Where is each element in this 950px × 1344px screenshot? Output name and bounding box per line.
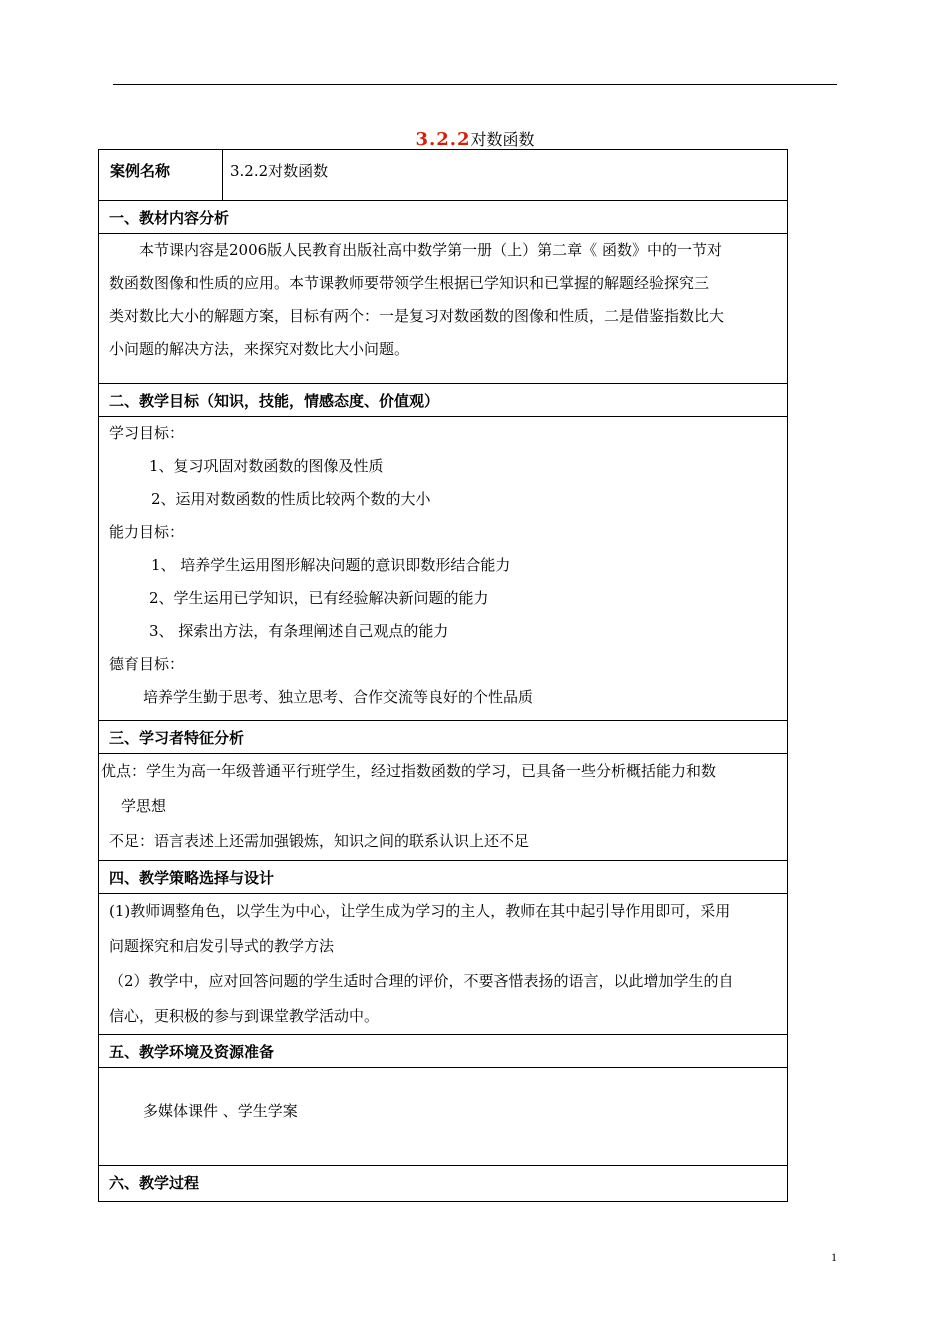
goal-line: 培养学生勤于思考、独立思考、合作交流等良好的个性品质 — [143, 688, 534, 706]
section-body-teaching-goals — [99, 416, 787, 720]
section-heading-teaching-goals: 二、教学目标（知识，技能，情感态度、价值观） — [99, 383, 787, 416]
strategy-line: （2）教学中，应对回答问题的学生适时合理的评价，不要吝惜表扬的语言，以此增加学生的自 — [109, 972, 734, 990]
section-body-environment — [99, 1067, 787, 1165]
goal-line: 学习目标： — [109, 424, 185, 442]
learner-line: 学思想 — [121, 797, 167, 815]
page-number: 1 — [831, 1250, 837, 1264]
header-rule — [113, 84, 837, 85]
paragraph-line: 类对数比大小的解题方案，目标有两个：一是复习对数函数的图像和性质，二是借鉴指数比大 — [109, 307, 725, 325]
goal-line: 2、运用对数函数的性质比较两个数的大小 — [151, 490, 431, 508]
page-title — [0, 127, 950, 150]
paragraph-line: 本节课内容是2006版人民教育出版社高中数学第一册（上）第二章《 函数》中的一节对 — [139, 241, 722, 259]
goal-line: 能力目标： — [109, 523, 185, 541]
goal-line: 3、 探索出方法，有条理阐述自己观点的能力 — [149, 622, 449, 640]
strategy-line: 问题探究和启发引导式的教学方法 — [109, 937, 335, 955]
learner-line: 不足：语言表述上还需加强锻炼，知识之间的联系认识上还不足 — [109, 832, 530, 850]
goal-line: 1、复习巩固对数函数的图像及性质 — [149, 457, 384, 475]
goal-line: 德育目标： — [109, 655, 185, 673]
section-body-learner-analysis — [99, 753, 787, 860]
title-number: 3.2.2 — [415, 129, 471, 150]
goal-line: 2、学生运用已学知识，已有经验解决新问题的能力 — [149, 589, 489, 607]
section-heading-content-analysis: 一、教材内容分析 — [99, 200, 787, 233]
case-name-label: 案例名称 — [99, 150, 223, 200]
section-body-strategy — [99, 893, 787, 1034]
learner-line: 优点：学生为高一年级普通平行班学生，经过指数函数的学习，已具备一些分析概括能力和数 — [101, 762, 717, 780]
lesson-plan-table — [98, 149, 788, 1202]
case-name-row — [99, 150, 787, 200]
section-heading-environment: 五、教学环境及资源准备 — [99, 1034, 787, 1067]
section-heading-strategy: 四、教学策略选择与设计 — [99, 860, 787, 893]
paragraph-line: 数函数图像和性质的应用。本节课教师要带领学生根据已学知识和已掌握的解题经验探究三 — [109, 274, 710, 292]
title-text: 对数函数 — [470, 130, 535, 149]
section-heading-learner-analysis: 三、学习者特征分析 — [99, 720, 787, 753]
case-name-value: 3.2.2对数函数 — [230, 162, 329, 180]
section-heading-process: 六、教学过程 — [99, 1165, 787, 1201]
section-body-content-analysis — [99, 233, 787, 383]
paragraph-line: 小问题的解决方法，来探究对数比大小问题。 — [109, 340, 410, 358]
goal-line: 1、 培养学生运用图形解决问题的意识即数形结合能力 — [151, 556, 511, 574]
strategy-line: 信心，更积极的参与到课堂教学活动中。 — [109, 1007, 380, 1025]
resource-line: 多媒体课件 、学生学案 — [143, 1102, 298, 1120]
strategy-line: (1)教师调整角色，以学生为中心，让学生成为学习的主人，教师在其中起引导作用即可，采用 — [109, 902, 731, 920]
